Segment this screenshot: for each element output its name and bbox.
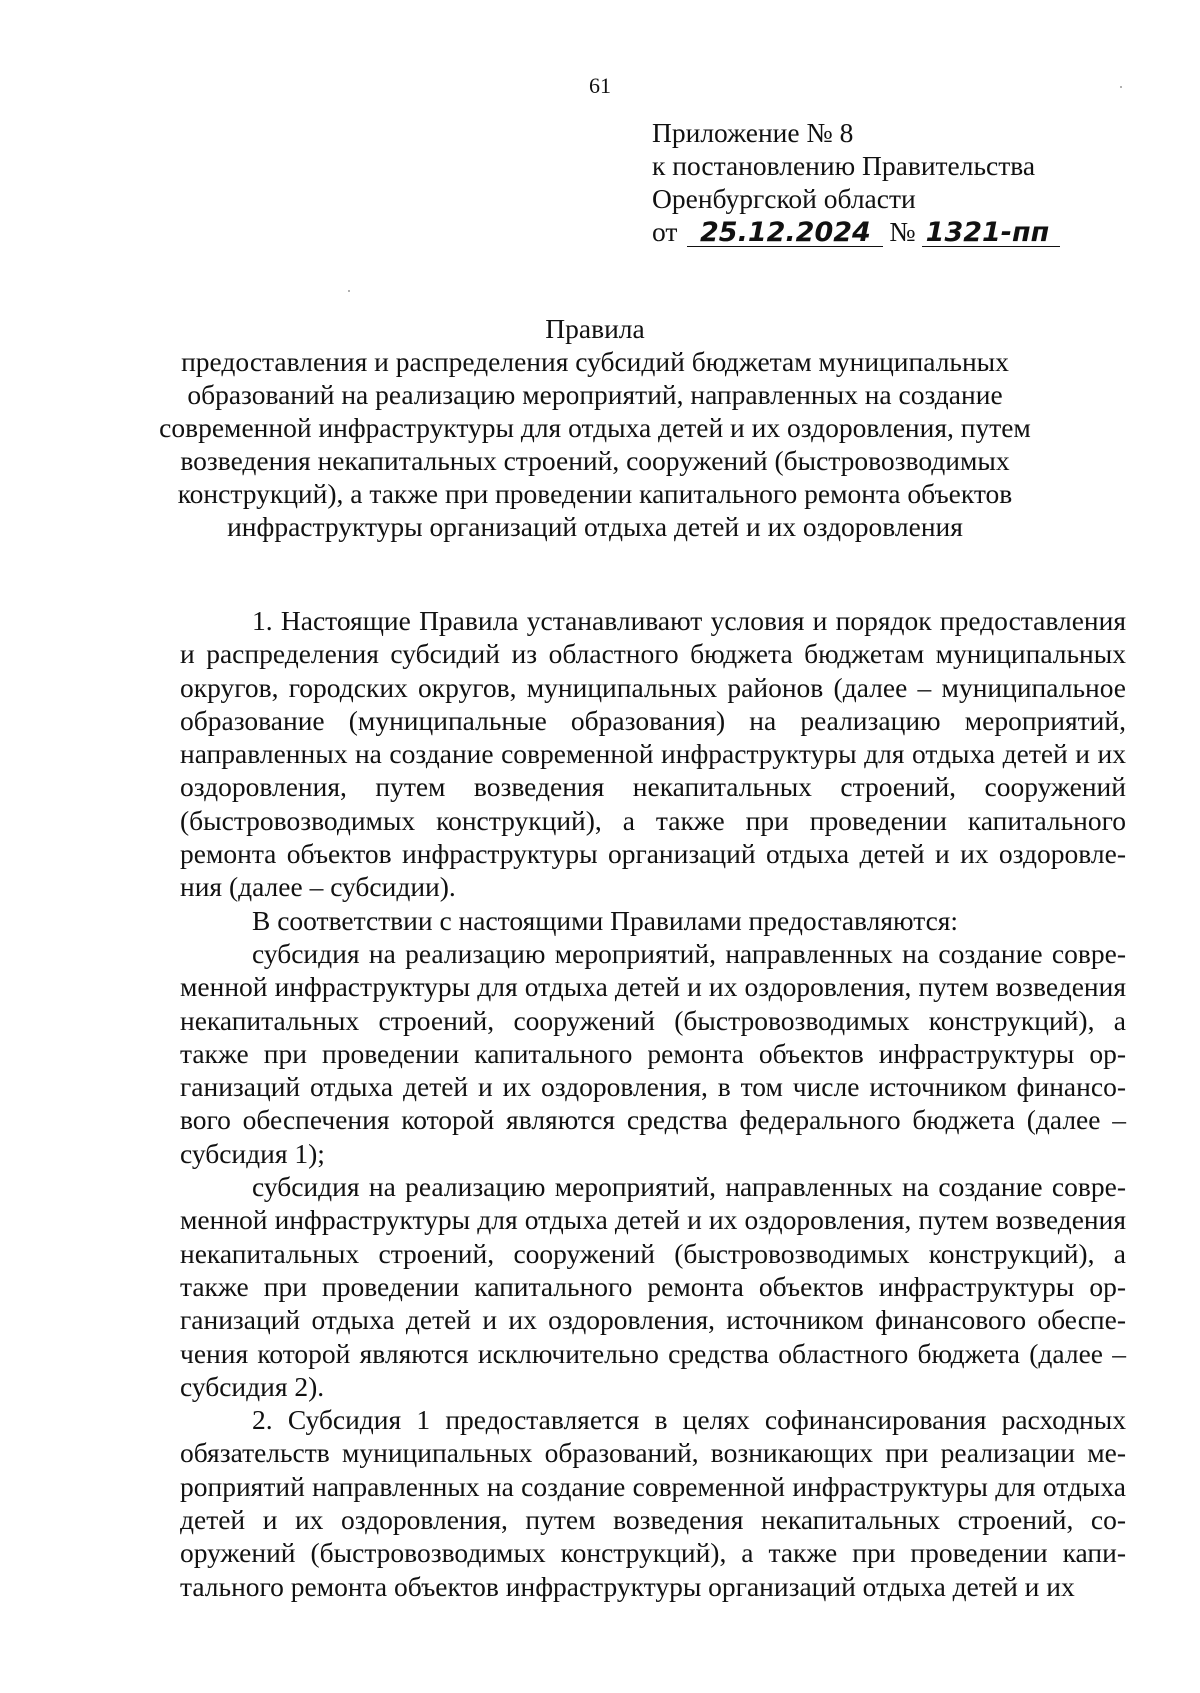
appendix-region: Оренбургской области <box>652 183 916 214</box>
appendix-date-line <box>652 215 1060 248</box>
appendix-block <box>652 116 1060 248</box>
title-line: инфраструктуры организаций отдыха детей и их оздоровления <box>227 511 963 542</box>
document-body <box>180 604 1126 1603</box>
scan-speck <box>1120 86 1122 88</box>
page-number: 61 <box>589 73 611 98</box>
appendix-title: Приложение № 8 <box>652 117 854 148</box>
title-line: возведения некапитальных строений, сооружений (быстровозводимых <box>180 445 1010 476</box>
paragraph: В соответствии с настоящими Правилами предоставляются: <box>252 904 959 936</box>
paragraph: субсидия на реализацию мероприятий, направленных на создание современной инфраструктуры для отдыха детей и их оздоровления, путем возведения некапитальных строений, сооружений (быстровозводимых конструкций), а также при проведении капитального ремонта объектов инфраструктуры организаций отдыха детей и их оздоровления, в том числе источником финансового обеспечения которой являются средства федерального бюджета (далее – субсидия 1); <box>180 937 1126 1169</box>
title-line: предоставления и распределения субсидий бюджетам муниципальных <box>181 346 1009 377</box>
title-line: конструкций), а также при проведении капитального ремонта объектов <box>177 478 1013 509</box>
paragraph: субсидия на реализацию мероприятий, направленных на создание современной инфраструктуры для отдыха детей и их оздоровления, путем возведения некапитальных строений, сооружений (быстровозводимых конструкций), а также при проведении капитального ремонта объектов инфраструктуры организаций отдыха детей и их оздоровления, источником финансового обеспечения которой являются исключительно средства областного бюджета (далее – субсидия 2). <box>180 1171 1126 1402</box>
paragraph: 2. Субсидия 1 предоставляется в целях софинансирования расходных обязательств муниципальных образований, возникающих при реализации мероприятий направленных на создание современной инфраструктуры для отдыха детей и их оздоровления, путем возведения некапитальных строений, сооружений (быстровозводимых конструкций), а также при проведении капитального ремонта объектов инфраструктуры организаций отдыха детей и их <box>180 1404 1126 1602</box>
paragraph: 1. Настоящие Правила устанавливают условия и порядок предоставления и распределения субсидий из областного бюджета бюджетам муниципальных округов, городских округов, муниципальных районов (далее – муниципальное образование (муниципальные образования) на реализацию мероприятий, направленных на создание современной инфраструктуры для отдыха детей и их оздоровления, путем возведения некапитальных строений, сооружений (быстровозводимых конструкций), а также при проведении капитального ремонта объектов инфраструктуры организаций отдыха детей и их оздоровления (далее – субсидии). <box>180 605 1126 903</box>
document-title <box>150 312 1040 543</box>
scan-speck <box>348 290 350 292</box>
handwritten-date: 25.12.2024 <box>687 220 883 247</box>
appendix-resolution: к постановлению Правительства <box>652 150 1036 181</box>
number-prefix: № <box>889 216 916 247</box>
handwritten-number: 1321-пп <box>922 220 1060 247</box>
title-heading: Правила <box>545 313 645 344</box>
title-line: современной инфраструктуры для отдыха детей и их оздоровления, путем <box>159 412 1031 443</box>
date-prefix: от <box>652 216 678 247</box>
title-line: образований на реализацию мероприятий, направленных на создание <box>187 379 1003 410</box>
